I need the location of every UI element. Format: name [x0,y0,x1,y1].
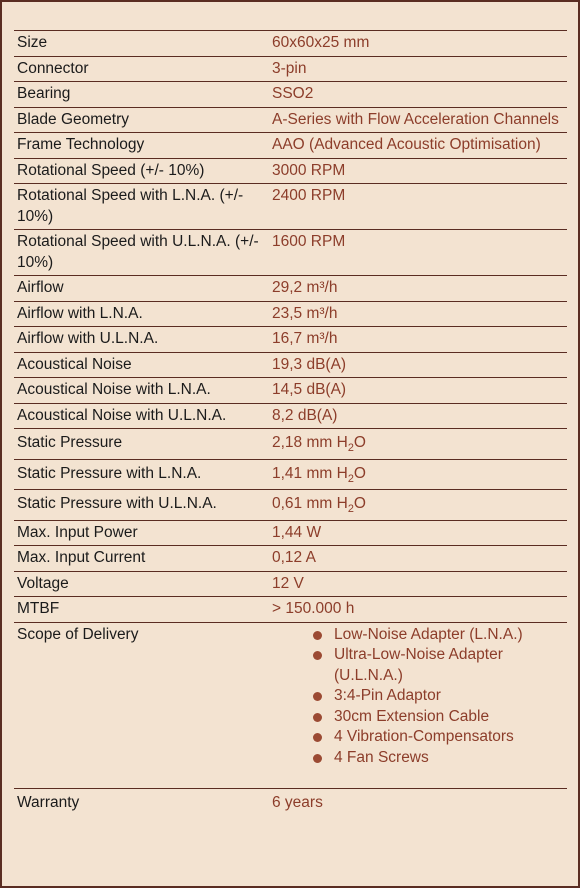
spec-label: Bearing [14,82,272,108]
spec-value [272,459,567,490]
spec-row-connector [14,56,567,82]
subscript-2: 2 [347,442,354,454]
spec-label: Size [14,31,272,57]
spec-row-mtbf [14,597,567,623]
spec-label: Max. Input Current [14,546,272,572]
spec-label: Blade Geometry [14,107,272,133]
spec-label: Max. Input Power [14,520,272,546]
spec-label: Airflow [14,276,272,302]
spec-value: 8,2 dB(A) [272,403,567,429]
spec-value: 1600 RPM [272,230,567,276]
spec-value [272,622,567,789]
spec-label: Voltage [14,571,272,597]
spec-row-airflow-lna [14,301,567,327]
spec-value: 3000 RPM [272,158,567,184]
spec-value: 6 years [272,794,323,811]
spec-value: 23,5 m³/h [272,301,567,327]
spec-label: Rotational Speed with L.N.A. (+/- 10%) [14,184,272,230]
spec-row-max-input-current [14,546,567,572]
pressure-value: 1,41 mm H [272,464,348,482]
spec-value [272,490,567,521]
spec-row-airflow-ulna [14,327,567,353]
list-item: 4 Fan Screws [334,748,567,769]
spec-value: 16,7 m³/h [272,327,567,353]
spec-row-bearing [14,82,567,108]
pressure-unit-suffix: O [353,495,366,512]
spec-label: Static Pressure with L.N.A. [14,459,272,490]
spec-table [14,30,567,816]
pressure-unit-suffix: O [353,464,366,482]
spec-value: 3-pin [272,56,567,82]
list-item: 3:4-Pin Adaptor [334,686,567,707]
spec-label: Scope of Delivery [14,622,272,789]
spec-value: 0,12 A [272,546,567,572]
list-item: Low-Noise Adapter (L.N.A.) [334,625,567,646]
spec-row-acoustical-noise-ulna [14,403,567,429]
spec-row-acoustical-noise-lna [14,378,567,404]
spec-value: A-Series with Flow Acceleration Channels [272,107,567,133]
spec-row-scope-of-delivery [14,622,567,789]
spec-label: Static Pressure [14,429,272,460]
spec-row-static-pressure-lna [14,459,567,490]
spec-label: Acoustical Noise with L.N.A. [14,378,272,404]
spec-label: Connector [14,56,272,82]
spec-label: Airflow with U.L.N.A. [14,327,272,353]
list-item: 4 Vibration-Compensators [334,727,567,748]
spec-label: Static Pressure with U.L.N.A. [14,490,272,521]
spec-row-max-input-power [14,520,567,546]
spec-row-blade-geometry [14,107,567,133]
spec-row-static-pressure [14,429,567,460]
spec-row-warranty [14,789,567,816]
spec-value: 2400 RPM [272,184,567,230]
spec-value: > 150.000 h [272,597,567,623]
spec-row-rotational-speed [14,158,567,184]
spec-row-frame-technology [14,133,567,159]
pressure-unit-suffix: O [353,434,366,451]
subscript-2: 2 [347,472,354,485]
scope-list [272,625,567,787]
spec-row-size [14,31,567,57]
spec-label: Rotational Speed with U.L.N.A. (+/- 10%) [14,230,272,276]
list-item: Ultra-Low-Noise Adapter (U.L.N.A.) [334,645,567,686]
spec-value: 60x60x25 mm [272,31,567,57]
spec-row-rotational-speed-ulna [14,230,567,276]
spec-value: 1,44 W [272,520,567,546]
spec-row-acoustical-noise [14,352,567,378]
pressure-value: 2,18 mm H [272,434,348,451]
spec-row-airflow [14,276,567,302]
spec-label: Warranty [17,794,80,811]
spec-row-static-pressure-ulna [14,490,567,521]
spec-label: Acoustical Noise with U.L.N.A. [14,403,272,429]
spec-label: Airflow with L.N.A. [14,301,272,327]
subscript-2: 2 [347,503,354,515]
spec-label: MTBF [14,597,272,623]
spec-row-rotational-speed-lna [14,184,567,230]
spec-value: 29,2 m³/h [272,276,567,302]
pressure-value: 0,61 mm H [272,495,348,512]
spec-value: 19,3 dB(A) [272,352,567,378]
spec-row-voltage [14,571,567,597]
spec-label: Acoustical Noise [14,352,272,378]
spec-value: AAO (Advanced Acoustic Optimisation) [272,133,567,159]
spec-value [272,429,567,460]
spec-value: 12 V [272,571,567,597]
spec-label: Rotational Speed (+/- 10%) [14,158,272,184]
spec-value: 14,5 dB(A) [272,378,567,404]
spec-value: SSO2 [272,82,567,108]
spec-label: Frame Technology [14,133,272,159]
list-item: 30cm Extension Cable [334,707,567,728]
